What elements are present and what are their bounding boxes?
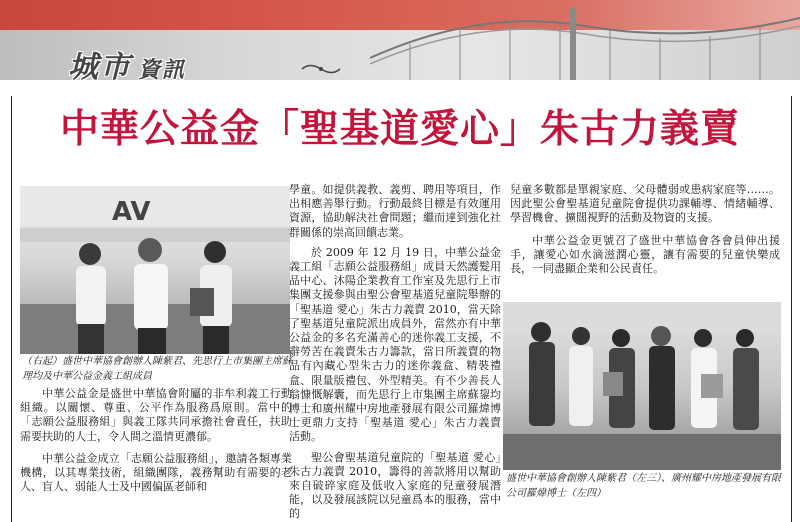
photo-caption: （右起）盛世中華協會創辦人陳紫君、先思行上市集團主席蘇理均及中華公益金義工組成員: [22, 356, 292, 382]
section-title-small: 資訊: [138, 58, 187, 83]
paragraph: 於 2009 年 12 月 19 日，中華公益金義工組「志願公益服務組」成員天然護髮用品中心、沐陽企業教育工作室及先思行上市集團支援參與由聖公會聖基道兒童院舉辦的「聖基道 愛心」朱古力義賣 2010，當天除了聖基道兒童院派出成員外，當然亦有中華公益金的多名充滿善心的迷你義工支援，不辭勞苦在義賣朱古力籌款，當日所義賣的物品有內藏心型朱古力的迷你義盒、精裝禮盒、限量版禮包、外型精美。有不少善長人翁慷慨解囊，而先思行上市集團主席蘇鋆均博士和廣州耀中房地產發展有限公司羅煒博士更鼎力支持「聖基道 愛心」朱古力義賣活動。: [289, 245, 501, 444]
paragraph: 聖公會聖基道兒童院的「聖基道 愛心」朱古力義賣 2010，籌得的善款將用以幫助來自破碎家庭及低收入家庭的兒童發展潛能，以及發展該院以兒童爲本的服務，當中的: [289, 450, 501, 521]
page-border-right: [791, 96, 792, 522]
photo-caption: 盛世中華協會創辦人陳紫君（左三）、廣州耀中房地產發展有限公司羅煒博士（左四）: [506, 473, 781, 499]
article-column-3: [510, 183, 780, 276]
section-title-big: 城市: [68, 50, 132, 85]
ornament-icon: [300, 62, 342, 76]
paragraph: 中華公益金是盛世中華協會附屬的非牟利義工行動組織。以關懷、尊重、公平作為服務爲原則。當中的「志願公益服務組」與義工隊共同承擔社會責任，扶助需要扶助的人士，令人間之溫情更濃郁。: [20, 387, 292, 443]
section-banner: [0, 0, 800, 90]
bridge-illustration: [370, 8, 800, 88]
paragraph: 學童。如提供義教、義剪、聘用等項目，作出相應善舉行動。行動最終目標是有效運用資源，協助解決社會問題；繼而達到強化社群關係的崇高回饋志業。: [289, 183, 501, 239]
section-title: [68, 42, 186, 84]
photo-group: [503, 302, 781, 470]
photo-volunteers: [20, 186, 290, 354]
article-column-2: [289, 183, 501, 522]
article-headline: 中華公益金「聖基道愛心」朱古力義賣: [59, 107, 740, 152]
paragraph: 兒童多數都是單親家庭、父母體弱或患病家庭等……。因此聖公會聖基道兒童院會提供功課輔導、情緒輔導、學習機會、擴闊視野的活動及物資的支援。: [510, 183, 780, 225]
paragraph: 中華公益金成立「志願公益服務組」，邀請各類專業機構，以其專業技術，組織團隊，義務幫助有需要的老人、盲人、弱能人士及中國偏區老師和: [20, 451, 292, 494]
svg-text:AV: AV: [112, 197, 151, 227]
article-column-1: [20, 387, 292, 494]
page-border-left: [11, 96, 12, 522]
paragraph: 中華公益金更號召了盛世中華協會各會員伸出援手，讓愛心如水滴滋潤心靈，讓有需要的兒童快樂成長，一同盡顯企業和公民責任。: [510, 233, 780, 276]
